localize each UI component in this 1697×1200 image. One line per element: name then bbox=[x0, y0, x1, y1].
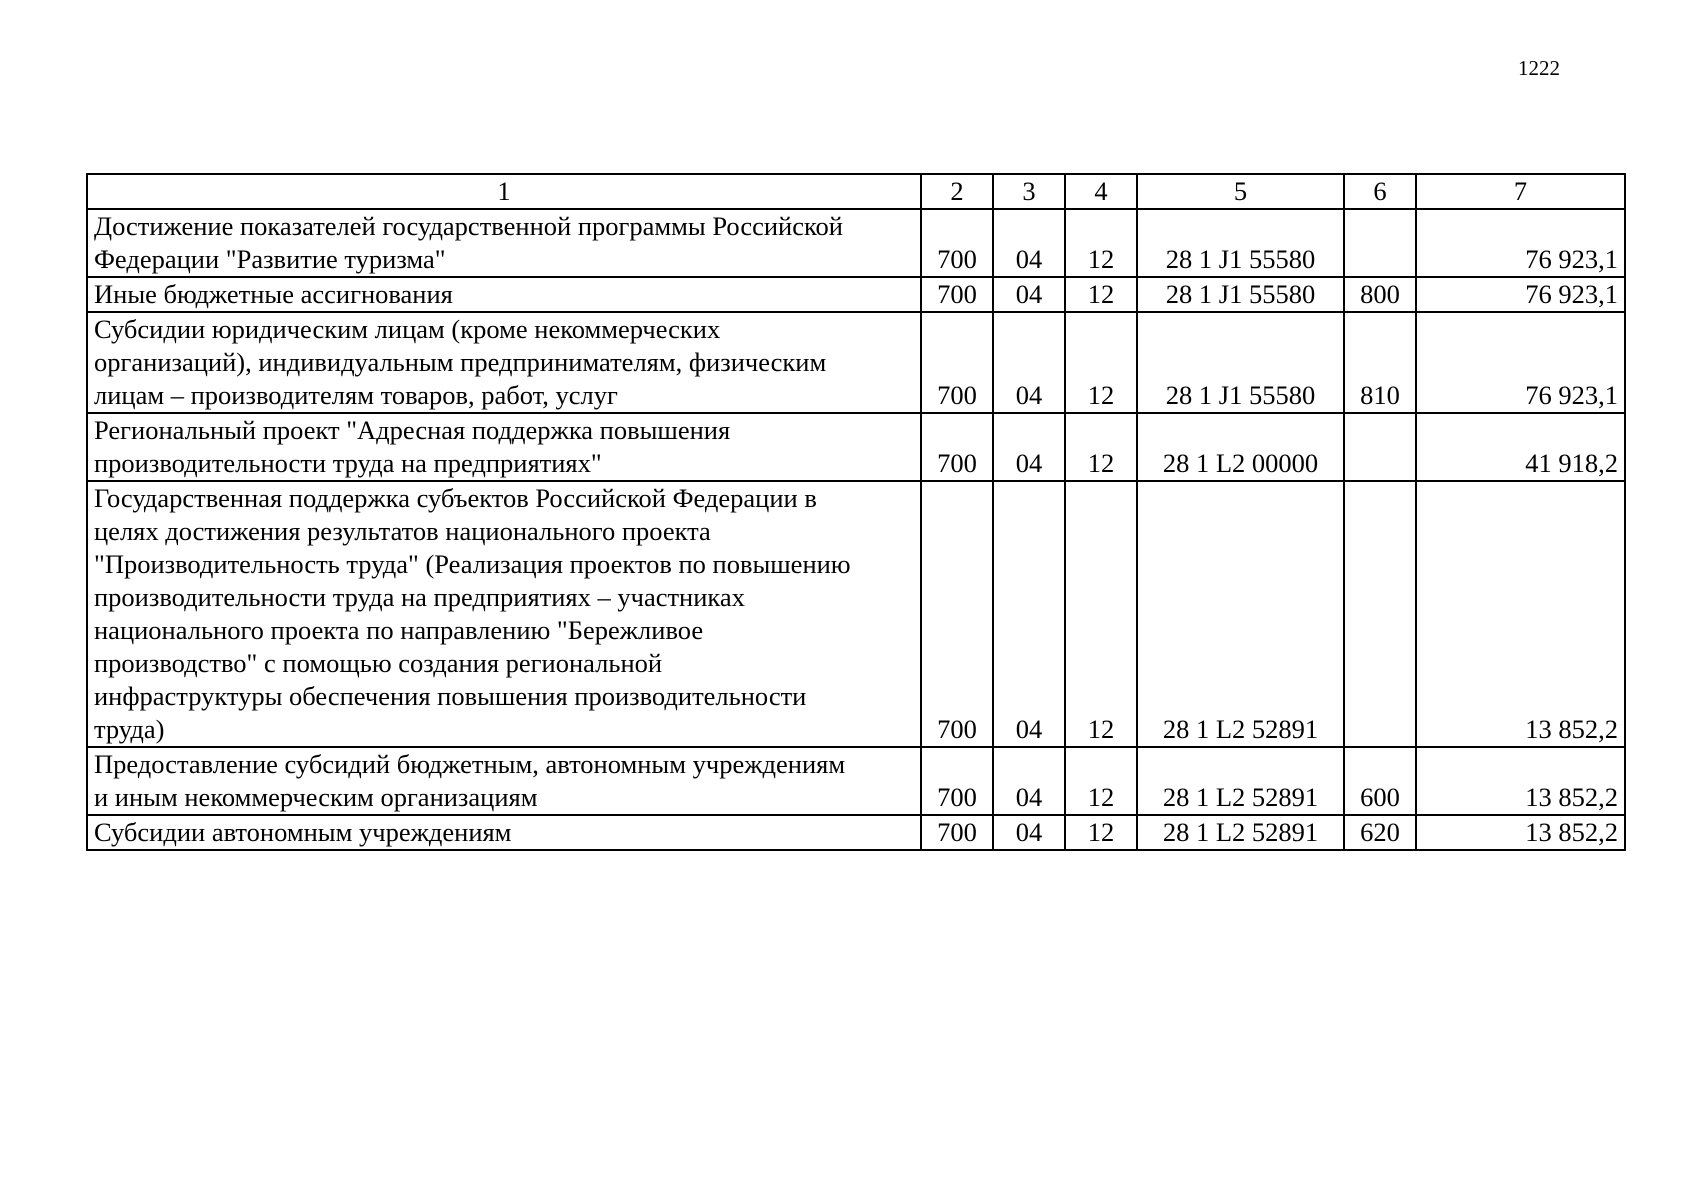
description-line: Предоставление субсидий бюджетным, автономным учреждениям bbox=[94, 749, 846, 779]
expense-type-cell: 810 bbox=[1344, 312, 1416, 413]
row-description bbox=[87, 481, 921, 747]
table-row bbox=[87, 481, 1625, 747]
description-line: Субсидии автономным учреждениям bbox=[94, 817, 512, 847]
row-description bbox=[87, 209, 921, 277]
subsection-code-cell: 12 bbox=[1065, 277, 1137, 312]
section-code-cell: 04 bbox=[993, 209, 1065, 277]
description-line: труда) bbox=[94, 714, 165, 744]
table-row bbox=[87, 413, 1625, 481]
table-row bbox=[87, 209, 1625, 277]
column-number-1: 1 bbox=[87, 174, 921, 209]
page-number: 1222 bbox=[1518, 56, 1560, 80]
expense-type-cell bbox=[1344, 413, 1416, 481]
description-line: целях достижения результатов национального проекта bbox=[94, 516, 711, 546]
amount-cell: 76 923,1 bbox=[1416, 209, 1625, 277]
target-article-cell: 28 1 J1 55580 bbox=[1137, 209, 1344, 277]
description-line: Субсидии юридическим лицам (кроме некоммерческих bbox=[94, 314, 721, 344]
subsection-code-cell: 12 bbox=[1065, 209, 1137, 277]
table-row bbox=[87, 747, 1625, 815]
subsection-code-cell: 12 bbox=[1065, 815, 1137, 850]
column-number-6: 6 bbox=[1344, 174, 1416, 209]
column-number-3: 3 bbox=[993, 174, 1065, 209]
admin-code-cell: 700 bbox=[921, 815, 993, 850]
expense-type-cell: 800 bbox=[1344, 277, 1416, 312]
table-row bbox=[87, 312, 1625, 413]
column-number-5: 5 bbox=[1137, 174, 1344, 209]
row-description bbox=[87, 815, 921, 850]
section-code-cell: 04 bbox=[993, 413, 1065, 481]
description-line: производительности труда на предприятиях" bbox=[94, 448, 602, 478]
description-line: Федерации "Развитие туризма" bbox=[94, 244, 446, 274]
subsection-code-cell: 12 bbox=[1065, 413, 1137, 481]
admin-code-cell: 700 bbox=[921, 747, 993, 815]
subsection-code-cell: 12 bbox=[1065, 747, 1137, 815]
target-article-cell: 28 1 L2 52891 bbox=[1137, 815, 1344, 850]
row-description bbox=[87, 312, 921, 413]
description-line: "Производительность труда" (Реализация проектов по повышению bbox=[94, 549, 851, 579]
row-description bbox=[87, 277, 921, 312]
subsection-code-cell: 12 bbox=[1065, 312, 1137, 413]
admin-code-cell: 700 bbox=[921, 209, 993, 277]
column-number-2: 2 bbox=[921, 174, 993, 209]
section-code-cell: 04 bbox=[993, 312, 1065, 413]
section-code-cell: 04 bbox=[993, 481, 1065, 747]
description-line: инфраструктуры обеспечения повышения производительности bbox=[94, 681, 807, 711]
expense-type-cell bbox=[1344, 481, 1416, 747]
description-line: национального проекта по направлению "Бережливое bbox=[94, 615, 704, 645]
description-line: производительности труда на предприятиях – участниках bbox=[94, 582, 745, 612]
row-description bbox=[87, 413, 921, 481]
target-article-cell: 28 1 L2 52891 bbox=[1137, 747, 1344, 815]
target-article-cell: 28 1 L2 52891 bbox=[1137, 481, 1344, 747]
amount-cell: 76 923,1 bbox=[1416, 277, 1625, 312]
amount-cell: 13 852,2 bbox=[1416, 747, 1625, 815]
admin-code-cell: 700 bbox=[921, 277, 993, 312]
section-code-cell: 04 bbox=[993, 277, 1065, 312]
row-description bbox=[87, 747, 921, 815]
amount-cell: 76 923,1 bbox=[1416, 312, 1625, 413]
section-code-cell: 04 bbox=[993, 815, 1065, 850]
target-article-cell: 28 1 J1 55580 bbox=[1137, 312, 1344, 413]
description-line: и иным некоммерческим организациям bbox=[94, 782, 538, 812]
amount-cell: 13 852,2 bbox=[1416, 481, 1625, 747]
amount-cell: 13 852,2 bbox=[1416, 815, 1625, 850]
expense-type-cell: 600 bbox=[1344, 747, 1416, 815]
column-number-7: 7 bbox=[1416, 174, 1625, 209]
description-line: Государственная поддержка субъектов Российской Федерации в bbox=[94, 483, 817, 513]
admin-code-cell: 700 bbox=[921, 312, 993, 413]
description-line: Иные бюджетные ассигнования bbox=[94, 279, 453, 309]
expense-type-cell: 620 bbox=[1344, 815, 1416, 850]
target-article-cell: 28 1 L2 00000 bbox=[1137, 413, 1344, 481]
description-line: лицам – производителям товаров, работ, услуг bbox=[94, 380, 618, 410]
budget-table bbox=[86, 173, 1626, 851]
expense-type-cell bbox=[1344, 209, 1416, 277]
description-line: организаций), индивидуальным предпринимателям, физическим bbox=[94, 347, 827, 377]
table-header-row bbox=[87, 174, 1625, 209]
amount-cell: 41 918,2 bbox=[1416, 413, 1625, 481]
admin-code-cell: 700 bbox=[921, 413, 993, 481]
admin-code-cell: 700 bbox=[921, 481, 993, 747]
description-line: производство" с помощью создания региональной bbox=[94, 648, 663, 678]
description-line: Региональный проект "Адресная поддержка повышения bbox=[94, 415, 731, 445]
subsection-code-cell: 12 bbox=[1065, 481, 1137, 747]
column-number-4: 4 bbox=[1065, 174, 1137, 209]
table-row bbox=[87, 277, 1625, 312]
description-line: Достижение показателей государственной программы Российской bbox=[94, 211, 843, 241]
table-row bbox=[87, 815, 1625, 850]
section-code-cell: 04 bbox=[993, 747, 1065, 815]
target-article-cell: 28 1 J1 55580 bbox=[1137, 277, 1344, 312]
